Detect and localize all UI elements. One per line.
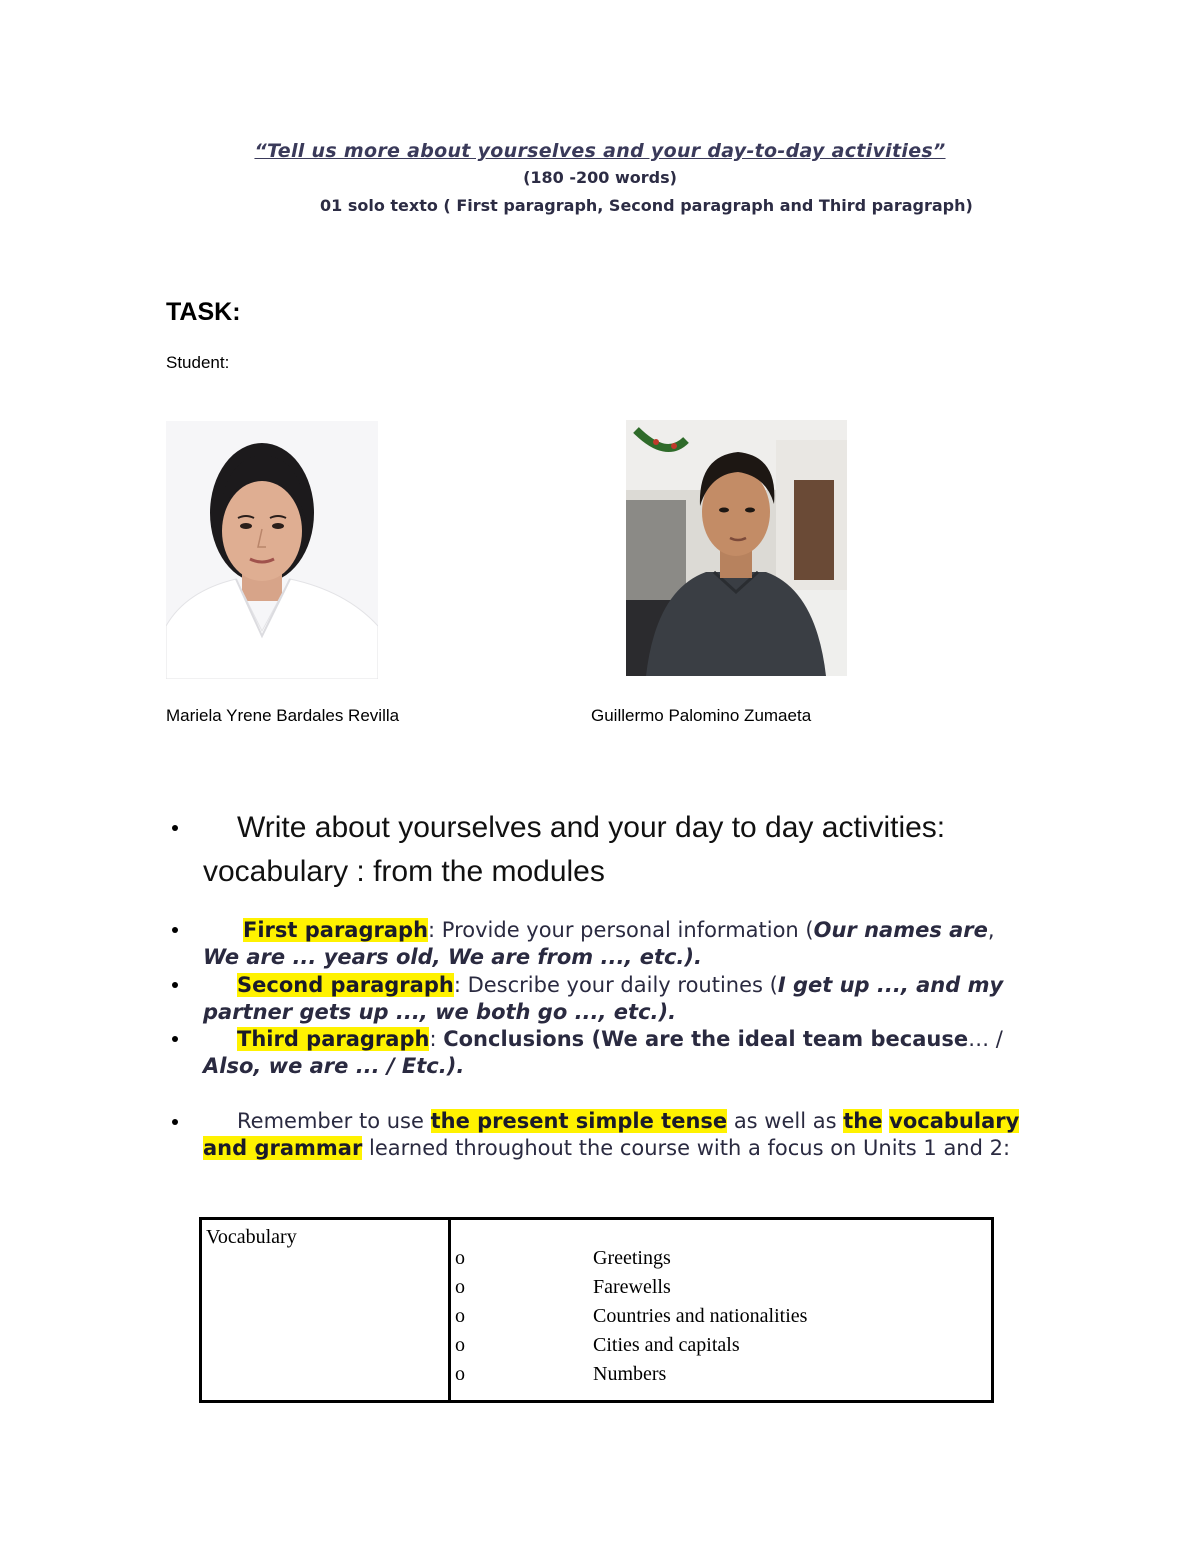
- bullet-icon: [170, 1034, 180, 1044]
- remember-instruction: Remember to use the present simple tense as well as the vocabulary and grammar learned throughout the course with a focus on Units 1 and 2:: [203, 1109, 1020, 1160]
- vocabulary-item: Greetings: [593, 1247, 671, 1269]
- third-paragraph-instruction: Third paragraph: Conclusions (We are the ideal team because… / Also, we are ... / Etc.).: [203, 1027, 1003, 1078]
- vocabulary-list: [451, 1220, 991, 1389]
- student-name-2: Guillermo Palomino Zumaeta: [591, 706, 812, 725]
- student-photo-1: [166, 421, 378, 679]
- vocabulary-item: Countries and nationalities: [593, 1305, 808, 1327]
- list-item: [451, 1331, 991, 1360]
- list-item: [451, 1244, 991, 1273]
- vocabulary-list-cell: [450, 1219, 993, 1402]
- first-paragraph-instruction: First paragraph: Provide your personal information (Our names are, We are ... years old, We are from ..., etc.).: [203, 918, 995, 969]
- vocabulary-label: Vocabulary: [201, 1219, 450, 1402]
- list-marker: o: [455, 1334, 465, 1356]
- bullet-icon: [170, 925, 180, 935]
- solo-texto-note: 01 solo texto ( First paragraph, Second paragraph and Third paragraph): [320, 196, 973, 215]
- list-marker: o: [455, 1276, 465, 1298]
- vocabulary-item: Farewells: [593, 1276, 671, 1298]
- second-paragraph-label: Second paragraph: [237, 973, 454, 997]
- student-name-1: Mariela Yrene Bardales Revilla: [166, 706, 400, 725]
- list-item: [451, 1302, 991, 1331]
- bullet-icon: [170, 823, 180, 833]
- main-instruction-line1: Write about yourselves and your day to day activities:: [237, 811, 946, 844]
- document-title: “Tell us more about yourselves and your day-to-day activities”: [254, 140, 946, 162]
- task-heading: TASK:: [166, 298, 241, 326]
- list-marker: o: [455, 1363, 465, 1385]
- list-marker: o: [455, 1305, 465, 1327]
- main-instruction: [203, 806, 1043, 894]
- bullet-icon: [170, 980, 180, 990]
- bullet-icon: [170, 1117, 180, 1127]
- list-item: [451, 1360, 991, 1389]
- student-label: Student:: [166, 353, 230, 372]
- student-photo-2: [626, 420, 847, 676]
- list-item: [451, 1273, 991, 1302]
- main-instruction-line2: vocabulary : from the modules: [203, 855, 605, 888]
- second-paragraph-instruction: Second paragraph: Describe your daily routines (I get up ..., and my partner gets up ..., we both go ..., etc.).: [203, 973, 1004, 1024]
- vocabulary-table: [199, 1217, 994, 1403]
- word-count: (180 -200 words): [523, 168, 677, 187]
- vocabulary-item: Numbers: [593, 1363, 667, 1385]
- list-marker: o: [455, 1247, 465, 1269]
- first-paragraph-label: First paragraph: [243, 918, 429, 942]
- third-paragraph-label: Third paragraph: [237, 1027, 430, 1051]
- vocabulary-item: Cities and capitals: [593, 1334, 740, 1356]
